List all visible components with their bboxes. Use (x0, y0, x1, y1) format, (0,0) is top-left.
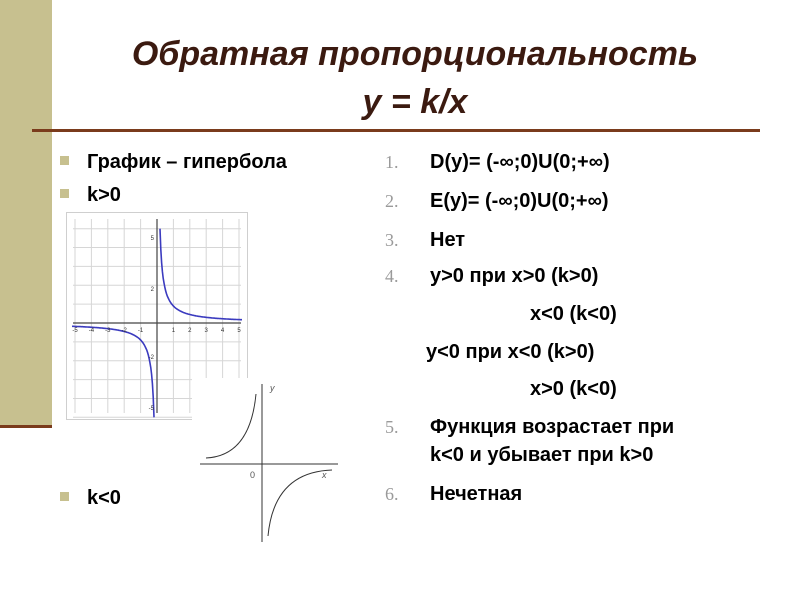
x-tick-label: -3 (105, 328, 111, 334)
x-tick-label: -1 (137, 328, 144, 334)
property-text: y>0 при x>0 (k>0) (430, 265, 599, 287)
x-axis-label: x (322, 470, 327, 480)
property-number: 1. (385, 152, 399, 172)
y-axis-label: y (270, 383, 275, 393)
property-text: x<0 (k<0) (530, 303, 617, 325)
bullet-text: k>0 (87, 184, 121, 206)
side-decor-bar (0, 0, 52, 427)
property-text: D(y)= (-∞;0)U(0;+∞) (430, 151, 610, 173)
property-text: E(y)= (-∞;0)U(0;+∞) (430, 190, 609, 212)
y-tick-label: 5 (150, 236, 154, 243)
hyperbola-plain-graph (192, 378, 344, 548)
x-tick-label: 3 (204, 328, 208, 334)
x-tick-label: -2 (121, 328, 127, 334)
property-text: y<0 при x<0 (k>0) (426, 341, 595, 363)
y-tick-label: 2 (150, 287, 154, 294)
x-tick-label: 2 (188, 328, 192, 334)
y-tick-label: -5 (148, 405, 154, 412)
bullet-square-icon (60, 492, 69, 501)
hyperbola-plain-svg (192, 378, 344, 548)
property-number: 2. (385, 191, 399, 211)
x-tick-label: 5 (237, 328, 241, 334)
hyperbola-branch-left (206, 394, 256, 458)
page-title (60, 30, 770, 126)
side-decor-line (0, 425, 52, 428)
bullet-text: k<0 (87, 487, 121, 509)
bullet-square-icon (60, 156, 69, 165)
property-number: 4. (385, 266, 399, 286)
x-tick-label: 4 (220, 328, 225, 334)
title-line2: y = k/x (362, 83, 468, 121)
y-tick-label: -2 (148, 354, 154, 361)
hyperbola-branch-left (72, 326, 154, 417)
property-text: Функция возрастает при (430, 416, 675, 438)
bullet-k-negative (60, 486, 121, 510)
hyperbola-branch-right (160, 229, 242, 320)
title-line1: Обратная пропорциональность (131, 35, 699, 73)
property-text: Нет (430, 229, 466, 251)
origin-label: 0 (250, 470, 256, 480)
x-tick-label: 1 (171, 328, 176, 334)
bullet-graph-type (60, 150, 287, 174)
property-number: 6. (385, 484, 399, 504)
bullet-k-positive (60, 183, 121, 207)
property-number: 3. (385, 230, 399, 250)
title-rule (32, 129, 760, 132)
x-tick-label: -5 (72, 328, 78, 334)
property-text: k<0 и убывает при k>0 (430, 444, 654, 466)
property-text: x>0 (k<0) (530, 378, 617, 400)
property-number: 5. (385, 417, 399, 437)
x-tick-label: -4 (88, 328, 95, 334)
bullet-text: График – гипербола (87, 151, 287, 173)
property-text: Нечетная (430, 483, 523, 505)
bullet-square-icon (60, 189, 69, 198)
